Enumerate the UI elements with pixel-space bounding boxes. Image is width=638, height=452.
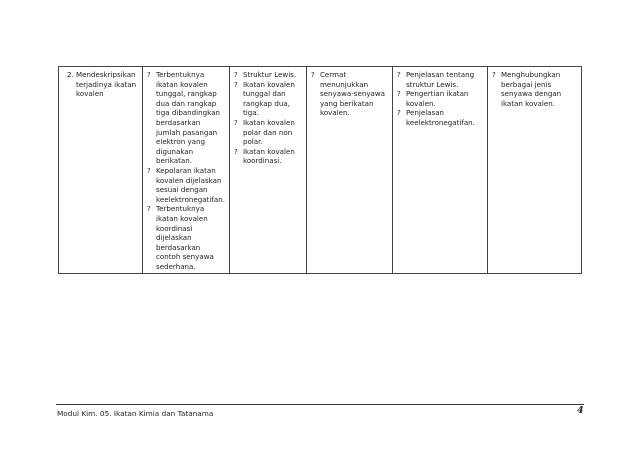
table-row xyxy=(59,67,582,274)
bullet-icon: ? xyxy=(147,70,151,79)
cell-knowledge xyxy=(229,67,306,274)
list-item xyxy=(147,70,225,166)
row-number: 2. xyxy=(67,70,74,79)
cell-indicators xyxy=(143,67,230,274)
list-item-text: Struktur Lewis. xyxy=(242,70,297,79)
list-item xyxy=(397,108,483,127)
bullet-icon: ? xyxy=(396,108,401,118)
bullet-icon: ? xyxy=(233,70,238,79)
list-item-text: Terbentuknya ikatan kovalen koordinasi dijelaskan berdasarkan contoh senyawa sederhana. xyxy=(156,204,214,271)
cell-attitude xyxy=(306,67,392,274)
list-item xyxy=(234,118,302,147)
list-item-text: Ikatan kovalen polar dan non polar. xyxy=(242,117,295,147)
bullet-icon: ? xyxy=(233,146,238,156)
list-item-text: Ikatan kovalen tunggal dan rangkap dua, tiga. xyxy=(242,79,295,118)
bullet-icon: ? xyxy=(396,70,401,79)
list-item-text: Pengertian ikatan kovalen. xyxy=(405,89,469,108)
competency-table xyxy=(58,66,582,274)
bullet-icon: ? xyxy=(310,70,315,79)
bullet-icon: ? xyxy=(147,204,151,214)
competency-text: Mendeskripsikan terjadinya ikatan kovalen xyxy=(76,70,137,99)
list-item-text: Menghubungkan berbagai jenis senyawa dengan ikatan kovalen. xyxy=(500,70,562,108)
cell-skill xyxy=(487,67,581,274)
list-item xyxy=(234,147,302,166)
list-item xyxy=(234,70,302,80)
cell-material xyxy=(392,67,487,274)
list-item-text: Penjelasan tentang struktur Lewis. xyxy=(405,70,475,89)
bullet-icon: ? xyxy=(233,79,238,89)
list-item xyxy=(397,89,483,108)
bullet-icon: ? xyxy=(491,70,496,79)
bullet-icon: ? xyxy=(147,165,151,175)
list-item-text: Penjelasan keelektronegatifan. xyxy=(405,108,475,127)
bullet-icon: ? xyxy=(396,89,401,99)
list-item-text: Terbentuknya ikatan kovalen tunggal, rangkap dua dan rangkap tiga dibandingkan berdasarkan jumlah pasangan elektron yang digunakan berikatan. xyxy=(156,70,220,166)
bullet-icon: ? xyxy=(233,117,238,127)
list-item xyxy=(147,166,225,204)
footer-module-title: Modul Kim. 05. Ikatan Kimia dan Tatanama xyxy=(57,409,214,418)
list-item-text: Cermat menunjukkan senyawa-senyawa yang berikatan kovalen. xyxy=(319,70,386,118)
list-item-text: Kepolaran ikatan kovalen dijelaskan sesuai dengan keelektronegatifan. xyxy=(156,165,225,204)
footer-divider xyxy=(56,404,584,405)
list-item xyxy=(492,70,577,108)
list-item xyxy=(397,70,483,89)
page-number: 4 xyxy=(577,405,584,416)
list-item xyxy=(234,80,302,118)
list-item xyxy=(147,204,225,271)
list-item-text: Ikatan kovalen koordinasi. xyxy=(242,146,295,166)
cell-competency xyxy=(59,67,143,274)
list-item xyxy=(311,70,388,118)
